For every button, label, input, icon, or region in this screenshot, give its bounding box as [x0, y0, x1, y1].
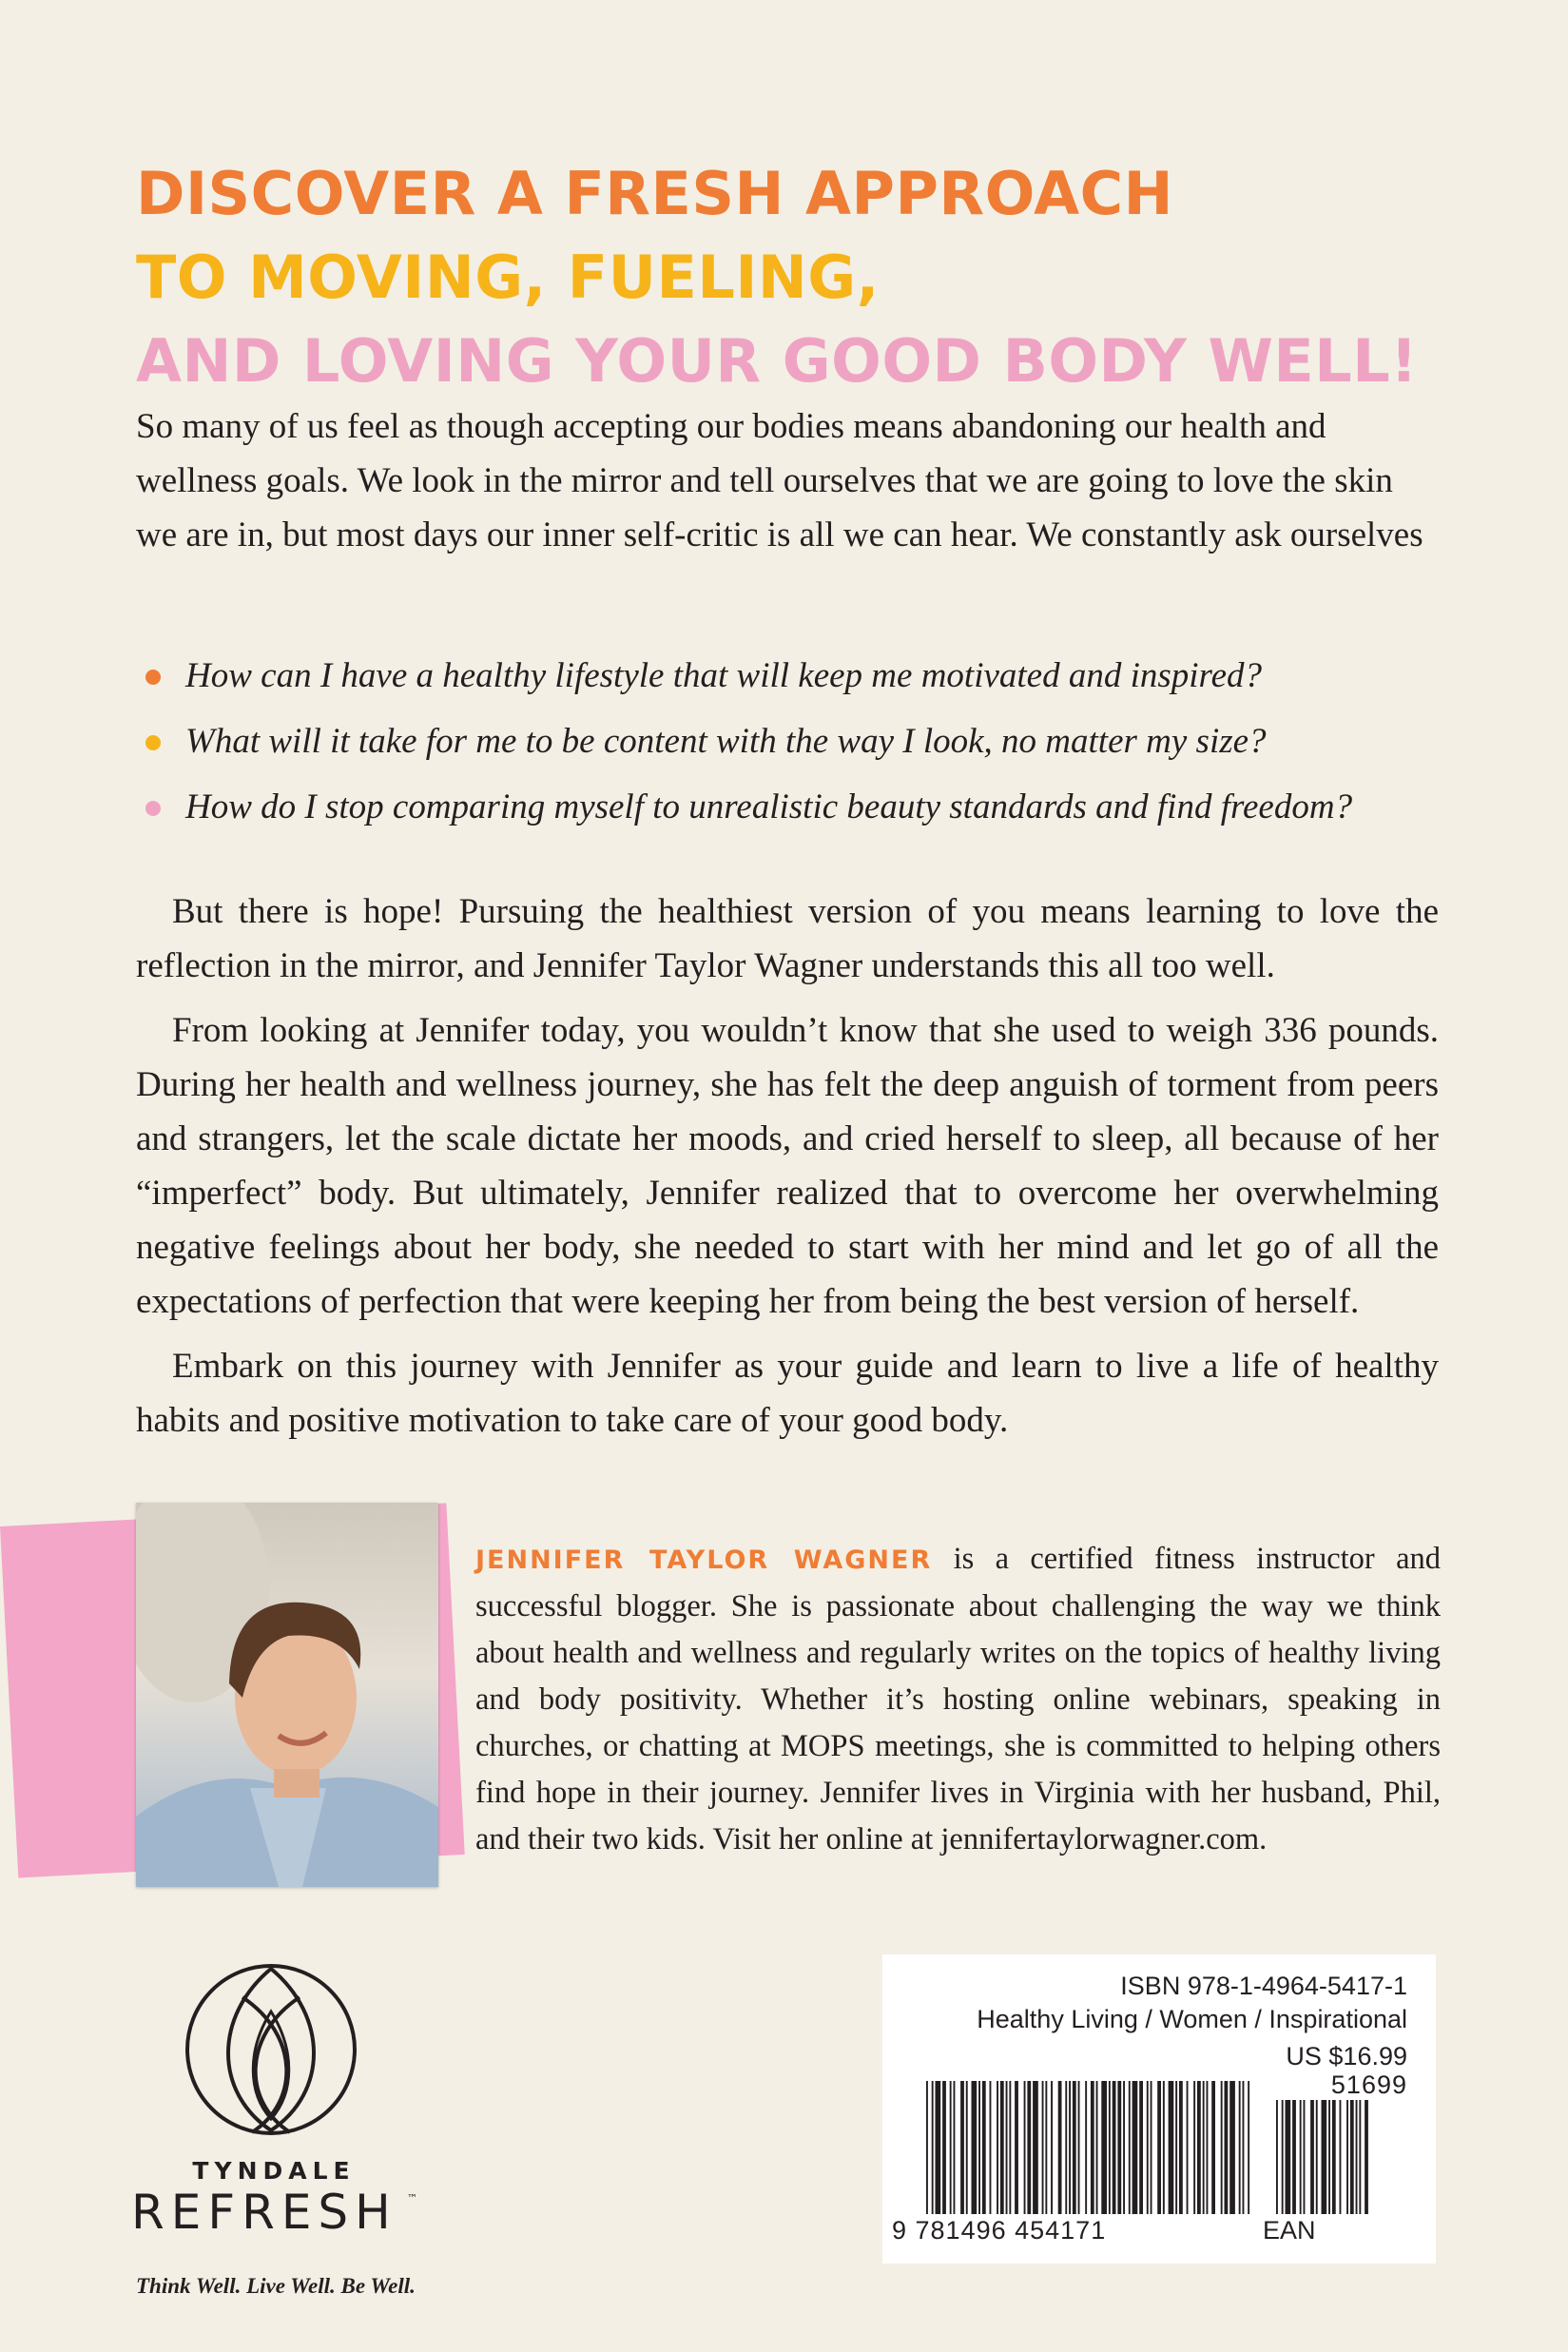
barcode-bar [1322, 2100, 1327, 2214]
barcode-bar [932, 2081, 934, 2214]
barcode-bars [926, 2075, 1392, 2218]
barcode-bar [1328, 2100, 1330, 2214]
price-code: 51699 [1330, 2070, 1407, 2099]
author-name: JENNIFER TAYLOR WAGNER [475, 1545, 933, 1575]
barcode-bar [1175, 2081, 1177, 2214]
barcode-bar [1346, 2100, 1348, 2214]
barcode-bar [1129, 2081, 1131, 2214]
barcode-bar [1045, 2081, 1047, 2214]
barcode-bar [1221, 2081, 1223, 2214]
barcode-bar [1179, 2081, 1183, 2214]
barcode-bar [1151, 2081, 1152, 2214]
barcode-bar [960, 2081, 964, 2214]
barcode-bar [1304, 2100, 1306, 2214]
tyndale-refresh-logo-icon [176, 1959, 366, 2164]
barcode-bar [936, 2081, 941, 2214]
ean-label: EAN [1263, 2216, 1316, 2245]
barcode-bar [1169, 2081, 1174, 2214]
barcode-bar [982, 2081, 986, 2214]
price: US $16.99 [1286, 2042, 1407, 2070]
question-item [185, 649, 1460, 703]
orange-bullet-icon [145, 670, 161, 685]
headline-line-1: DISCOVER A FRESH APPROACH [136, 159, 1174, 228]
barcode-bar [1207, 2081, 1209, 2214]
barcode-bar [1340, 2100, 1342, 2214]
barcode-bar [1147, 2081, 1149, 2214]
barcode-bar [1286, 2100, 1291, 2214]
barcode-bar [1229, 2081, 1235, 2214]
barcode-bar [1248, 2081, 1249, 2214]
author-photo [136, 1503, 438, 1887]
yellow-bullet-icon [145, 735, 161, 750]
barcode-bar [1065, 2081, 1067, 2214]
barcode-bar [1193, 2081, 1195, 2214]
barcode-bar [990, 2081, 992, 2214]
barcode-bar [1203, 2081, 1205, 2214]
barcode-bar [1211, 2081, 1215, 2214]
barcode-bar [972, 2081, 978, 2214]
body-paragraph: From looking at Jennifer today, you wouldn’t know that she used to weigh 336 pounds. During her health and wellness journey, she has felt the deep anguish of torment from peers and strangers, let the scale dictate her moods, and cried herself to sleep, all because of her “imperfect” body. But ultimately, Jennifer realized that to overcome her overwhelming negative feelings about her body, she needed to start with her mind and let go of all the expectations of perfection that were keeping her from being the best version of herself. [136, 1011, 1439, 1321]
barcode-bar [1356, 2100, 1358, 2214]
barcode-bar [1009, 2081, 1011, 2214]
barcode-bar [1091, 2081, 1094, 2214]
barcode-bar [1300, 2100, 1302, 2214]
barcode-bar [1139, 2081, 1143, 2214]
barcode-bar [1101, 2081, 1107, 2214]
barcode-bar [1051, 2081, 1053, 2214]
question-item [185, 780, 1460, 834]
barcode-bar [1197, 2081, 1201, 2214]
barcode-bar [1069, 2081, 1071, 2214]
barcode-bar [1109, 2081, 1111, 2214]
barcode-bar [1225, 2081, 1229, 2214]
barcode-bar [1042, 2081, 1044, 2214]
question-text: What will it take for me to be content with the way I look, no matter my size? [185, 722, 1267, 761]
isbn: ISBN 978-1-4964-5417-1 [1120, 1972, 1407, 2000]
barcode-bar [1365, 2100, 1368, 2214]
barcode-bar [926, 2081, 928, 2214]
barcode-bar [1123, 2081, 1125, 2214]
barcode-bar [1073, 2081, 1076, 2214]
publisher-tagline: Think Well. Live Well. Be Well. [136, 2274, 416, 2298]
barcode-bar [1024, 2081, 1026, 2214]
barcode-bar [1113, 2081, 1116, 2214]
question-list [185, 649, 1460, 846]
barcode-bar [1243, 2081, 1245, 2214]
publisher-name: TYNDALE [192, 2157, 356, 2185]
barcode-bar [966, 2081, 968, 2214]
barcode-bar [1085, 2081, 1087, 2214]
barcode-bar [1117, 2081, 1121, 2214]
barcode-bar [1310, 2100, 1314, 2214]
question-text: How do I stop comparing myself to unrealistic beauty standards and find freedom? [185, 787, 1353, 826]
barcode-bar [1163, 2081, 1165, 2214]
body-paragraph: But there is hope! Pursuing the healthiest version of you means learning to love the reflection in the mirror, and Jennifer Taylor Wagner understands this all too well. [136, 892, 1439, 985]
barcode-bar [1276, 2100, 1278, 2214]
headline-line-2: TO MOVING, FUELING, [136, 243, 880, 312]
barcode-bar [942, 2081, 946, 2214]
barcode-bar [1033, 2081, 1038, 2214]
pink-bullet-icon [145, 801, 161, 816]
category: Healthy Living / Women / Inspirational [977, 2005, 1407, 2033]
question-text: How can I have a healthy lifestyle that will keep me motivated and inspired? [185, 656, 1263, 695]
barcode-bar [1157, 2081, 1161, 2214]
barcode-bar [1282, 2100, 1284, 2214]
barcode-bar [1000, 2081, 1004, 2214]
barcode-bar [1359, 2100, 1361, 2214]
barcode-bar [1332, 2100, 1336, 2214]
question-item [185, 714, 1460, 768]
headline [136, 152, 1418, 403]
author-bio [475, 1536, 1441, 1863]
barcode-bar [997, 2081, 998, 2214]
author-bio-text: is a certified fitness instructor and successful blogger. She is passionate about challenging the way we think about health and wellness and regularly writes on the topics of healthy living and body positivity. Whether it’s hosting online webinars, speaking in churches, or chatting at MOPS meetings, she is committed to helping others find hope in their journey. Jennifer lives in Virginia with her husband, Phil, and their two kids. Visit her online at jennifertaylorwagner.com. [475, 1542, 1441, 1856]
body-text [136, 884, 1439, 1458]
barcode-bar [950, 2081, 952, 2214]
barcode-bar [1132, 2081, 1138, 2214]
barcode-bar [978, 2081, 980, 2214]
body-paragraph: Embark on this journey with Jennifer as your guide and learn to live a life of healthy habits and positive motivation to take care of your good body. [136, 1347, 1439, 1440]
barcode-bar [1078, 2081, 1080, 2214]
barcode-panel [882, 1954, 1436, 2264]
barcode-bar [1015, 2081, 1018, 2214]
barcode-bar [1350, 2100, 1354, 2214]
barcode-bar [1239, 2081, 1241, 2214]
barcode-bar [1187, 2081, 1189, 2214]
barcode-bar [954, 2081, 956, 2214]
barcode-bar [1096, 2081, 1098, 2214]
barcode-bar [1006, 2081, 1008, 2214]
barcode-bar [1316, 2100, 1318, 2214]
trademark-symbol: ™ [407, 2192, 417, 2205]
publisher-imprint: REFRESH [131, 2185, 397, 2240]
headline-line-3: AND LOVING YOUR GOOD BODY WELL! [136, 326, 1419, 396]
barcode-bar [1292, 2100, 1296, 2214]
barcode-bar [1058, 2081, 1062, 2214]
barcode-bar [1027, 2081, 1031, 2214]
barcode-digits: 9 781496 454171 [892, 2216, 1107, 2245]
intro-paragraph: So many of us feel as though accepting our bodies means abandoning our health and wellness goals. We look in the mirror and tell ourselves that we are going to love the skin we are in, but most days our inner self-critic is all we can hear. We constantly ask ourselves [136, 407, 1423, 554]
